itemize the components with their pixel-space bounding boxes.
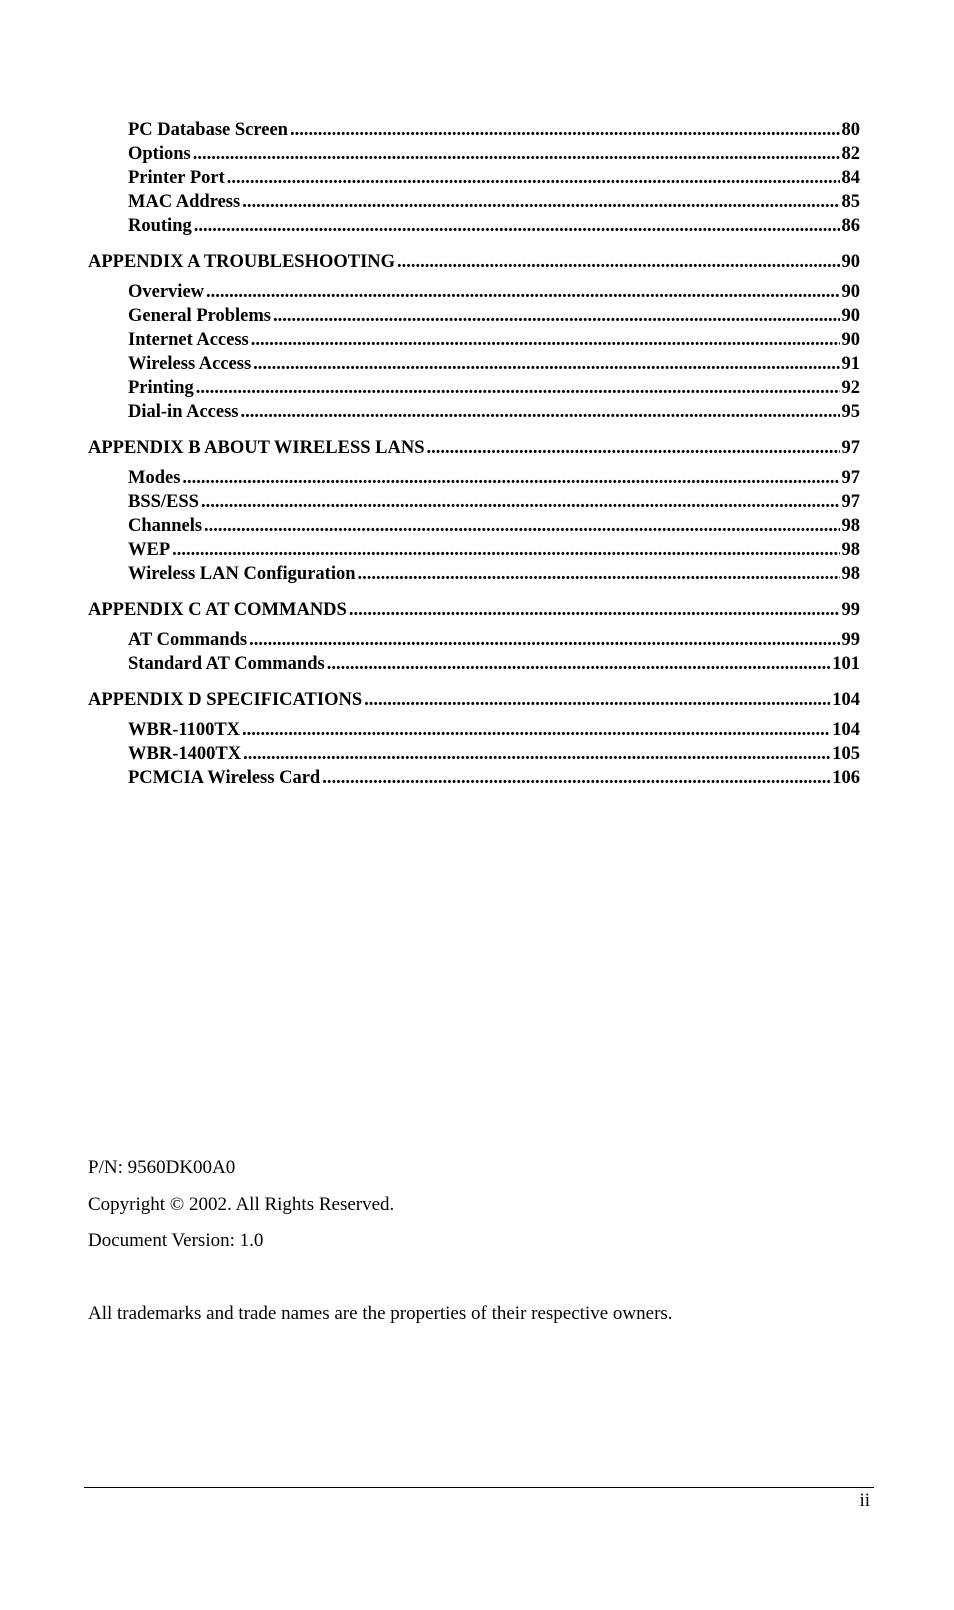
toc-dot-leader	[172, 538, 839, 562]
toc-entry-page: 80	[841, 120, 860, 140]
toc-entry-page: 97	[841, 468, 860, 488]
toc-dot-leader	[206, 280, 839, 304]
toc-entry-page: 90	[841, 282, 860, 302]
toc-entry-page: 95	[841, 402, 860, 422]
toc-entry-label: Standard AT Commands	[128, 654, 325, 674]
trademark-notice: All trademarks and trade names are the properties of their respective owners.	[88, 1303, 673, 1324]
toc-subsection-entry[interactable]	[88, 718, 860, 742]
toc-entry-page: 101	[832, 654, 860, 674]
toc-entry-label: APPENDIX B ABOUT WIRELESS LANS	[88, 438, 425, 458]
toc-subsection-entry[interactable]	[88, 514, 860, 538]
toc-subsection-entry[interactable]	[88, 214, 860, 238]
toc-subsection-entry[interactable]	[88, 376, 860, 400]
toc-subsection-entry[interactable]	[88, 166, 860, 190]
document-version: Document Version: 1.0	[88, 1230, 264, 1251]
toc-dot-leader	[358, 562, 840, 586]
toc-entry-label: WBR-1400TX	[128, 744, 242, 764]
toc-dot-leader	[364, 688, 830, 712]
toc-dot-leader	[242, 190, 839, 214]
toc-entry-page: 98	[841, 540, 860, 560]
toc-entry-page: 98	[841, 516, 860, 536]
toc-section-entry[interactable]	[88, 598, 860, 622]
toc-entry-label: Internet Access	[128, 330, 249, 350]
toc-entry-label: Wireless Access	[128, 354, 252, 374]
toc-subsection-entry[interactable]	[88, 538, 860, 562]
toc-entry-page: 104	[832, 690, 860, 710]
page-number: ii	[859, 1490, 870, 1511]
toc-entry-label: BSS/ESS	[128, 492, 199, 512]
toc-dot-leader	[397, 250, 839, 274]
toc-entry-label: PC Database Screen	[128, 120, 288, 140]
toc-entry-label: Routing	[128, 216, 192, 236]
toc-dot-leader	[322, 766, 830, 790]
toc-entry-page: 99	[841, 600, 860, 620]
toc-dot-leader	[290, 118, 840, 142]
toc-entry-label: Overview	[128, 282, 205, 302]
toc-subsection-entry[interactable]	[88, 142, 860, 166]
toc-section-entry[interactable]	[88, 250, 860, 274]
toc-entry-label: Printing	[128, 378, 194, 398]
toc-dot-leader	[204, 514, 839, 538]
toc-entry-label: PCMCIA Wireless Card	[128, 768, 321, 788]
toc-entry-label: Channels	[128, 516, 203, 536]
toc-subsection-entry[interactable]	[88, 742, 860, 766]
toc-entry-page: 82	[841, 144, 860, 164]
toc-dot-leader	[253, 352, 839, 376]
toc-entry-page: 90	[841, 252, 860, 272]
toc-entry-page: 90	[841, 306, 860, 326]
toc-entry-label: Modes	[128, 468, 181, 488]
toc-dot-leader	[194, 214, 840, 238]
toc-entry-label: General Problems	[128, 306, 272, 326]
toc-dot-leader	[196, 376, 840, 400]
toc-dot-leader	[251, 328, 840, 352]
toc-section-entry[interactable]	[88, 436, 860, 460]
toc-dot-leader	[243, 742, 830, 766]
toc-entry-label: WEP	[128, 540, 171, 560]
toc-entry-page: 84	[841, 168, 860, 188]
toc-subsection-entry[interactable]	[88, 766, 860, 790]
toc-entry-page: 106	[832, 768, 860, 788]
toc-entry-label: APPENDIX A TROUBLESHOOTING	[88, 252, 396, 272]
toc-entry-page: 99	[841, 630, 860, 650]
toc-entry-page: 85	[841, 192, 860, 212]
toc-subsection-entry[interactable]	[88, 352, 860, 376]
toc-entry-label: APPENDIX C AT COMMANDS	[88, 600, 347, 620]
toc-dot-leader	[227, 166, 840, 190]
toc-dot-leader	[240, 400, 839, 424]
toc-entry-page: 92	[841, 378, 860, 398]
toc-dot-leader	[327, 652, 831, 676]
toc-entry-label: AT Commands	[128, 630, 248, 650]
toc-entry-label: Printer Port	[128, 168, 225, 188]
toc-dot-leader	[193, 142, 840, 166]
toc-entry-page: 91	[841, 354, 860, 374]
toc-subsection-entry[interactable]	[88, 466, 860, 490]
toc-subsection-entry[interactable]	[88, 490, 860, 514]
toc-entry-page: 86	[841, 216, 860, 236]
toc-subsection-entry[interactable]	[88, 190, 860, 214]
toc-subsection-entry[interactable]	[88, 652, 860, 676]
toc-dot-leader	[249, 628, 839, 652]
toc-subsection-entry[interactable]	[88, 304, 860, 328]
toc-entry-page: 104	[832, 720, 860, 740]
toc-entry-label: APPENDIX D SPECIFICATIONS	[88, 690, 363, 710]
toc-entry-page: 97	[841, 492, 860, 512]
toc-entry-label: Dial-in Access	[128, 402, 239, 422]
toc-subsection-entry[interactable]	[88, 628, 860, 652]
footer-rule	[84, 1487, 874, 1488]
part-number: P/N: 9560DK00A0	[88, 1157, 236, 1178]
toc-dot-leader	[273, 304, 839, 328]
copyright-notice: Copyright © 2002. All Rights Reserved.	[88, 1194, 395, 1215]
toc-subsection-entry[interactable]	[88, 400, 860, 424]
toc-subsection-entry[interactable]	[88, 280, 860, 304]
toc-dot-leader	[201, 490, 840, 514]
toc-dot-leader	[427, 436, 840, 460]
toc-dot-leader	[182, 466, 839, 490]
toc-dot-leader	[349, 598, 840, 622]
toc-entry-label: WBR-1100TX	[128, 720, 241, 740]
toc-entry-label: MAC Address	[128, 192, 241, 212]
toc-entry-label: Wireless LAN Configuration	[128, 564, 356, 584]
toc-entry-label: Options	[128, 144, 191, 164]
toc-entry-page: 98	[841, 564, 860, 584]
toc-subsection-entry[interactable]	[88, 328, 860, 352]
toc-entry-page: 97	[841, 438, 860, 458]
toc-section-entry[interactable]	[88, 688, 860, 712]
toc-entry-page: 90	[841, 330, 860, 350]
table-of-contents	[88, 118, 860, 790]
toc-dot-leader	[242, 718, 830, 742]
toc-subsection-entry[interactable]	[88, 562, 860, 586]
toc-subsection-entry[interactable]	[88, 118, 860, 142]
toc-entry-page: 105	[832, 744, 860, 764]
